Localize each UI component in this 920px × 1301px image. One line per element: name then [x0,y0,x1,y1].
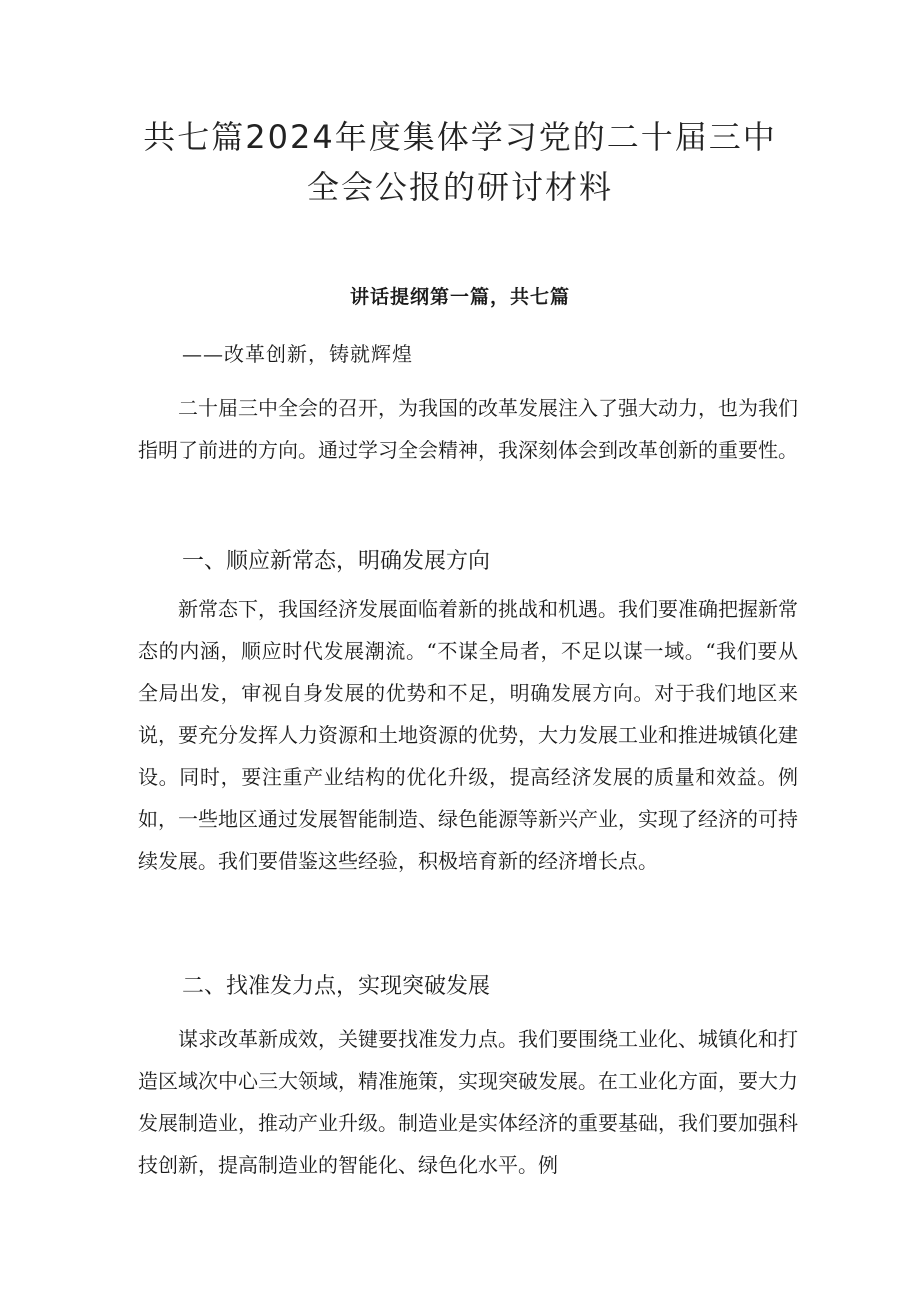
document-title-line-1: 共七篇2024年度集体学习党的二十届三中 [143,118,777,156]
document-theme: ——改革创新，铸就辉煌 [182,342,413,366]
section-2-paragraph: 谋求改革新成效，关键要找准发力点。我们要围绕工业化、城镇化和打造区域次中心三大领域，精准施策，实现突破发展。在工业化方面，要大力发展制造业，推动产业升级。制造业是实体经济的重要基础，我们要加强科技创新，提高制造业的智能化、绿色化水平。例 [138,1027,798,1177]
document-title-line-2: 全会公报的研讨材料 [306,168,613,206]
document-subtitle: 讲话提纲第一篇，共七篇 [349,286,570,308]
section-1-heading: 一、顺应新常态，明确发展方向 [182,549,491,574]
intro-paragraph: 二十届三中全会的召开，为我国的改革发展注入了强大动力，也为我们指明了前进的方向。通过学习全会精神，我深刻体会到改革创新的重要性。 [138,396,798,462]
section-1-paragraph: 新常态下，我国经济发展面临着新的挑战和机遇。我们要准确把握新常态的内涵，顺应时代发展潮流。“不谋全局者，不足以谋一域。“我们要从全局出发，审视自身发展的优势和不足，明确发展方向。对于我们地区来说，要充分发挥人力资源和土地资源的优势，大力发展工业和推进城镇化建设。同时，要注重产业结构的优化升级，提高经济发展的质量和效益。例如，一些地区通过发展智能制造、绿色能源等新兴产业，实现了经济的可持续发展。我们要借鉴这些经验，积极培育新的经济增长点。 [138,597,798,873]
section-2-heading: 二、找准发力点，实现突破发展 [182,974,491,999]
